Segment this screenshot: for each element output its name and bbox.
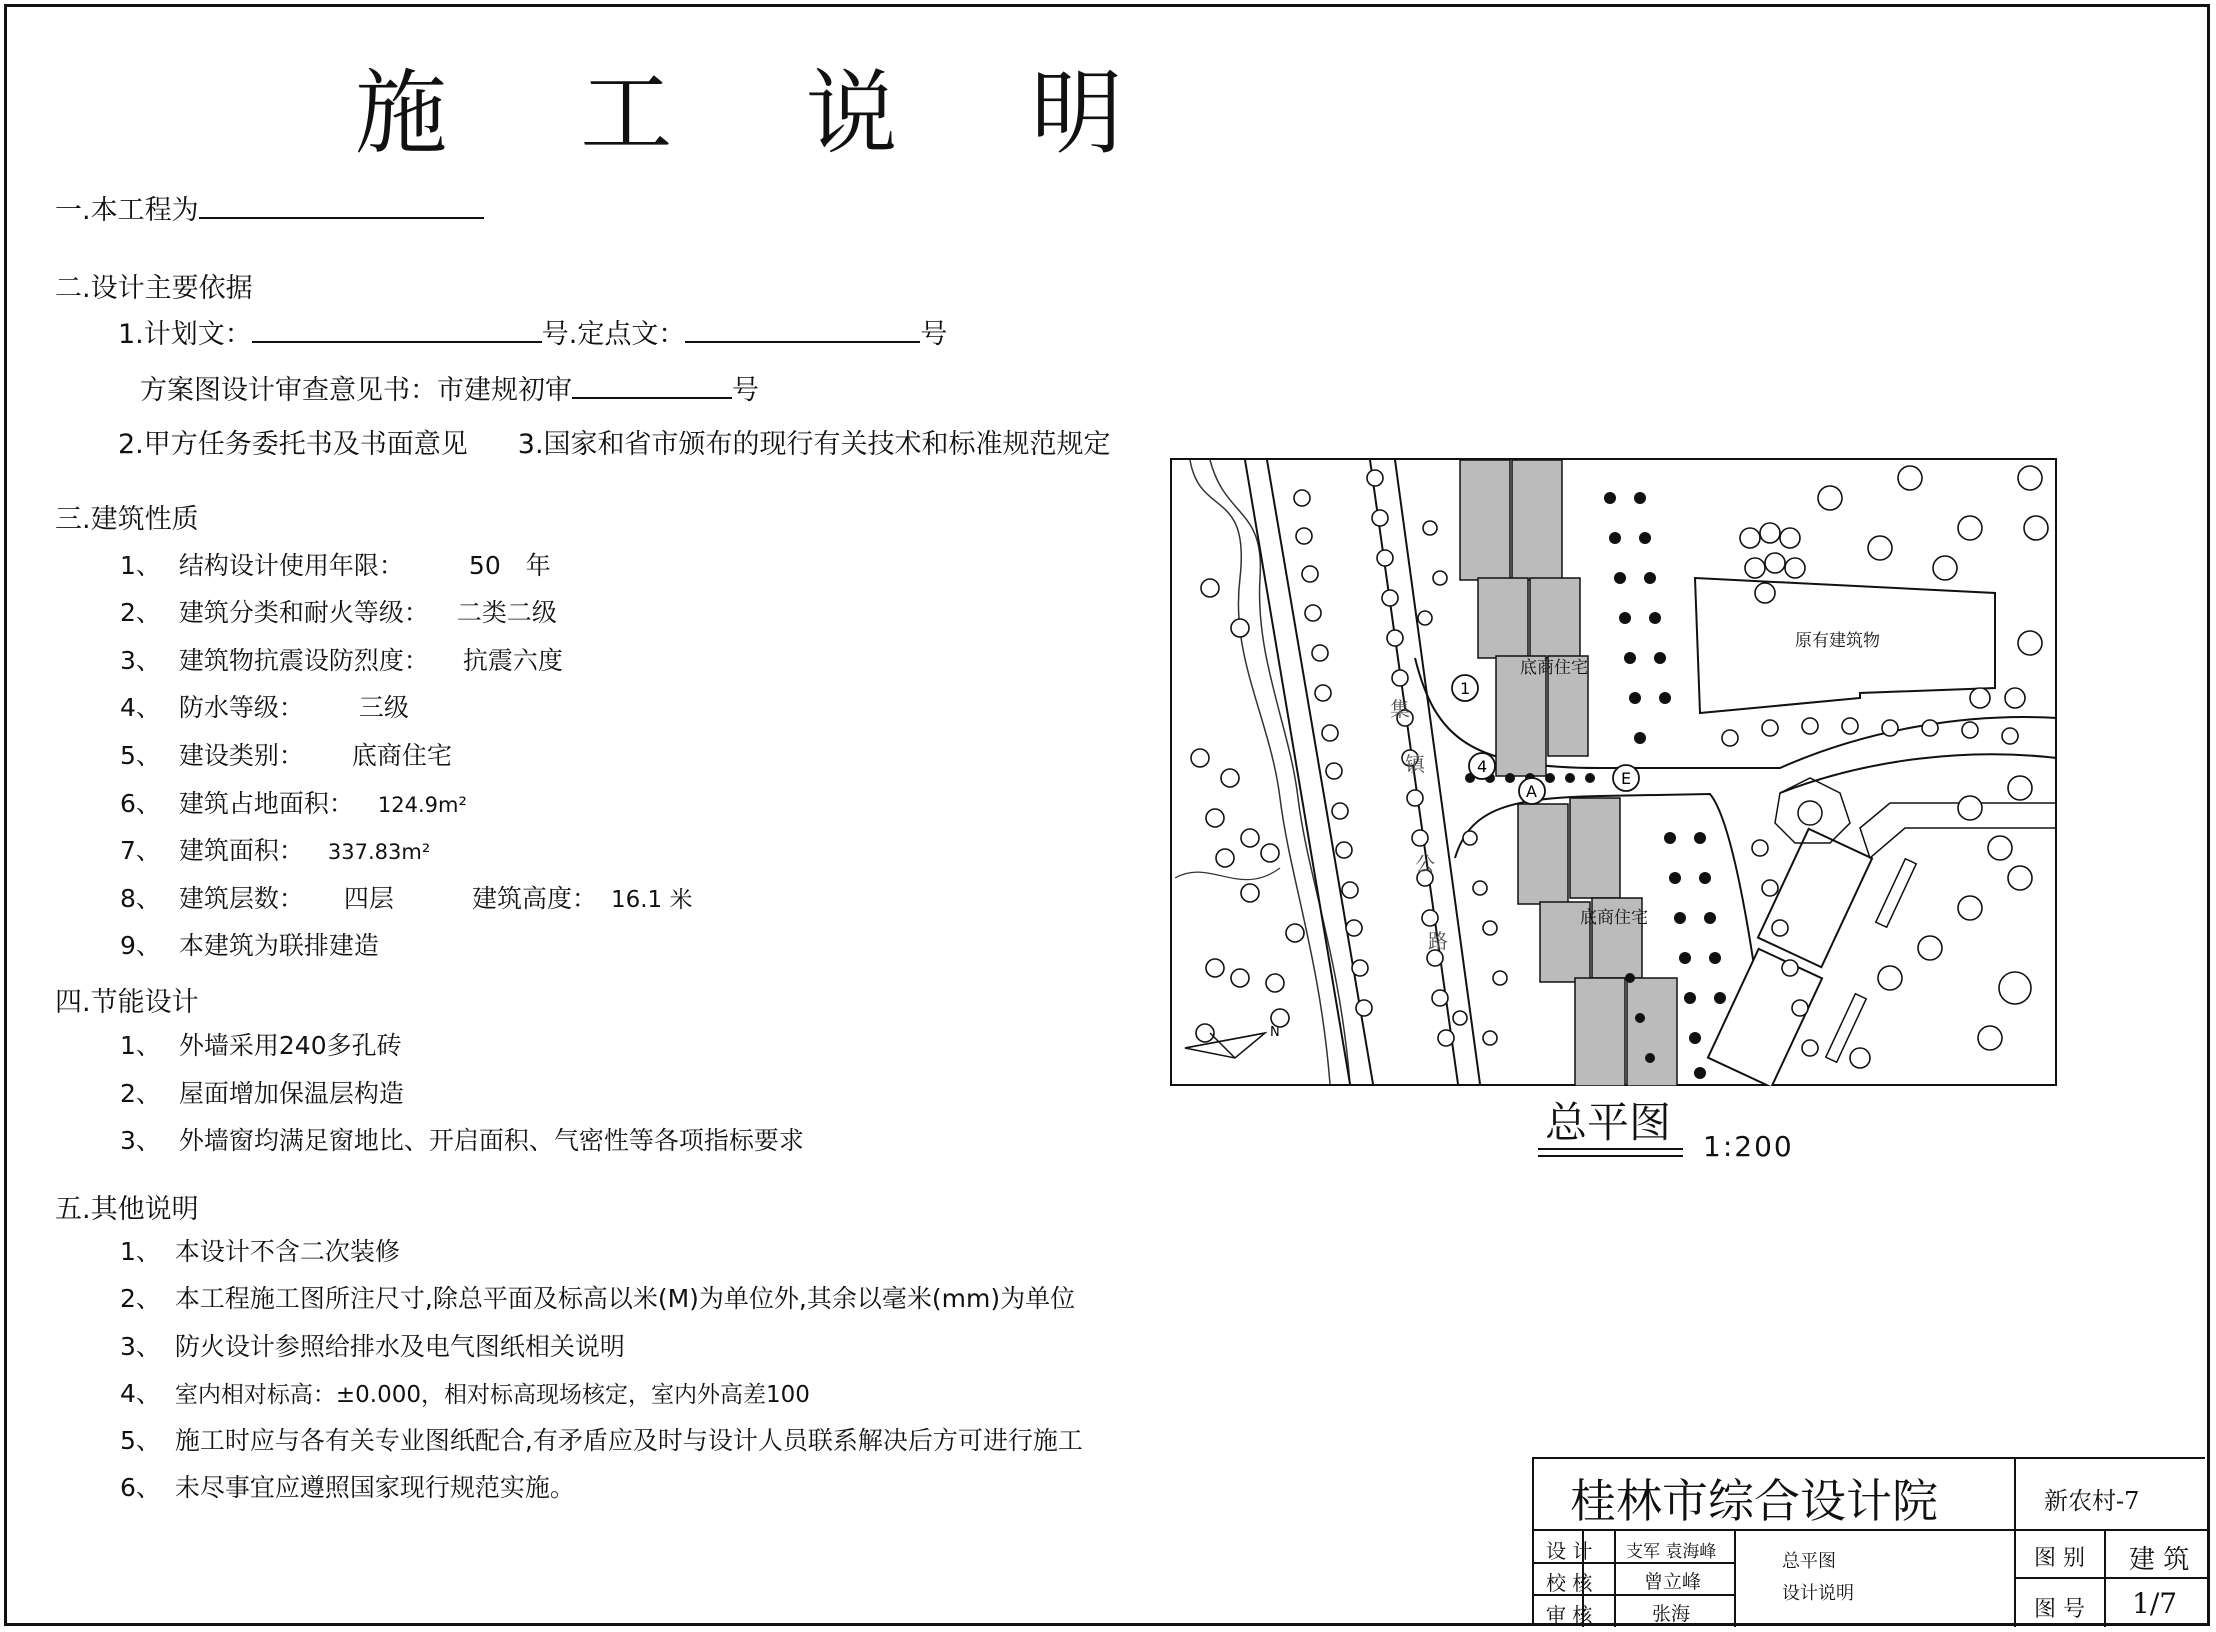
energy-item: 2、 屋面增加保温层构造 bbox=[120, 1079, 404, 1108]
plan-document-line bbox=[118, 312, 947, 351]
category-value: 建 筑 bbox=[2129, 1545, 2190, 1575]
section-4-label: 四.节能设计 bbox=[55, 987, 199, 1018]
property-item: 3、 建筑物抗震设防烈度： 抗震六度 bbox=[120, 646, 563, 675]
road-char: 镇 bbox=[1405, 752, 1425, 776]
building-label: 底商住宅 bbox=[1520, 658, 1588, 678]
site-doc-blank bbox=[685, 315, 920, 343]
energy-item: 1、 外墙采用240多孔砖 bbox=[120, 1031, 402, 1060]
road-char: 路 bbox=[1428, 929, 1448, 953]
drawing-title-1: 总平图 bbox=[1782, 1551, 1836, 1572]
section-3-label: 三.建筑性质 bbox=[55, 504, 199, 535]
number-label: 图 号 bbox=[2034, 1597, 2085, 1622]
role-review: 审 核 bbox=[1546, 1603, 1593, 1627]
review-opinion-blank bbox=[572, 371, 732, 399]
drawing-title-2: 设计说明 bbox=[1782, 1583, 1854, 1604]
site-doc-label: 号.定点文： bbox=[541, 319, 686, 350]
section-2-label: 二.设计主要依据 bbox=[55, 273, 253, 304]
existing-building-label: 原有建筑物 bbox=[1795, 631, 1880, 651]
other-item: 3、 防火设计参照给排水及电气图纸相关说明 bbox=[120, 1332, 625, 1361]
property-item: 8、 建筑层数： 四层 建筑高度： 16.1 米 bbox=[120, 884, 693, 913]
energy-item: 3、 外墙窗均满足窗地比、开启面积、气密性等各项指标要求 bbox=[120, 1126, 804, 1155]
title-block bbox=[1532, 1457, 2205, 1625]
category-label: 图 别 bbox=[2034, 1546, 2085, 1571]
section-1-label: 一.本工程为 bbox=[55, 195, 199, 226]
property-item: 9、 本建筑为联排建造 bbox=[120, 931, 379, 960]
property-item: 4、 防水等级： 三级 bbox=[120, 693, 409, 722]
project-code: 新农村-7 bbox=[2044, 1487, 2140, 1515]
client-commission: 2.甲方任务委托书及书面意见 bbox=[118, 429, 468, 460]
other-item: 6、 未尽事宜应遵照国家现行规范实施。 bbox=[120, 1473, 575, 1502]
section-5-label: 五.其他说明 bbox=[55, 1194, 199, 1225]
section-1 bbox=[55, 188, 484, 227]
site-plan-map bbox=[1170, 458, 2057, 1086]
review-opinion-line bbox=[140, 368, 759, 407]
page-title: 施 工 说 明 bbox=[355, 60, 1175, 167]
caption-underline bbox=[1538, 1155, 1683, 1157]
role-design: 设 计 bbox=[1546, 1539, 1593, 1563]
institute-name: 桂林市综合设计院 bbox=[1570, 1474, 1938, 1528]
other-item: 2、 本工程施工图所注尺寸,除总平面及标高以米(M)为单位外,其余以毫米(mm)为单位 bbox=[120, 1284, 1076, 1313]
site-plan-caption: 总平图 bbox=[1545, 1098, 1672, 1147]
role-check: 校 核 bbox=[1546, 1571, 1593, 1595]
review-opinion-suffix: 号 bbox=[732, 375, 759, 406]
name-design: 支军 袁海峰 bbox=[1626, 1542, 1717, 1562]
project-name-blank bbox=[199, 191, 484, 219]
name-check: 曾立峰 bbox=[1644, 1571, 1702, 1593]
site-doc-suffix: 号 bbox=[920, 319, 948, 350]
axis-label: 1 bbox=[1460, 679, 1471, 698]
property-item: 2、 建筑分类和耐火等级： 二类二级 bbox=[120, 598, 557, 627]
road-char: 集 bbox=[1390, 697, 1410, 721]
property-item: 6、 建筑占地面积： 124.9m² bbox=[120, 789, 467, 818]
number-value: 1/7 bbox=[2132, 1587, 2178, 1620]
property-item: 5、 建设类别： 底商住宅 bbox=[120, 741, 452, 770]
plan-doc-label: 1.计划文： bbox=[118, 319, 252, 350]
north-label: N bbox=[1270, 1025, 1280, 1040]
caption-underline bbox=[1538, 1148, 1683, 1150]
name-review: 张海 bbox=[1652, 1603, 1691, 1625]
building-label: 底商住宅 bbox=[1580, 908, 1648, 928]
axis-label: E bbox=[1621, 769, 1632, 788]
other-item: 1、 本设计不含二次装修 bbox=[120, 1237, 400, 1266]
axis-label: 4 bbox=[1477, 757, 1488, 776]
property-item: 1、 结构设计使用年限： 50 年 bbox=[120, 551, 551, 580]
basis-line-3 bbox=[118, 422, 1111, 461]
property-item: 7、 建筑面积： 337.83m² bbox=[120, 836, 431, 865]
plan-doc-blank bbox=[252, 315, 542, 343]
review-opinion-label: 方案图设计审查意见书：市建规初审 bbox=[140, 375, 572, 406]
road-char: 公 bbox=[1415, 852, 1435, 876]
other-item: 5、 施工时应与各有关专业图纸配合,有矛盾应及时与设计人员联系解决后方可进行施工 bbox=[120, 1426, 1083, 1455]
other-item: 4、 室内相对标高：±0.000，相对标高现场核定，室内外高差100 bbox=[120, 1379, 810, 1408]
site-plan-scale: 1:200 bbox=[1703, 1130, 1794, 1163]
national-standards: 3.国家和省市颁布的现行有关技术和标准规范规定 bbox=[517, 429, 1111, 460]
axis-label: A bbox=[1526, 782, 1537, 801]
